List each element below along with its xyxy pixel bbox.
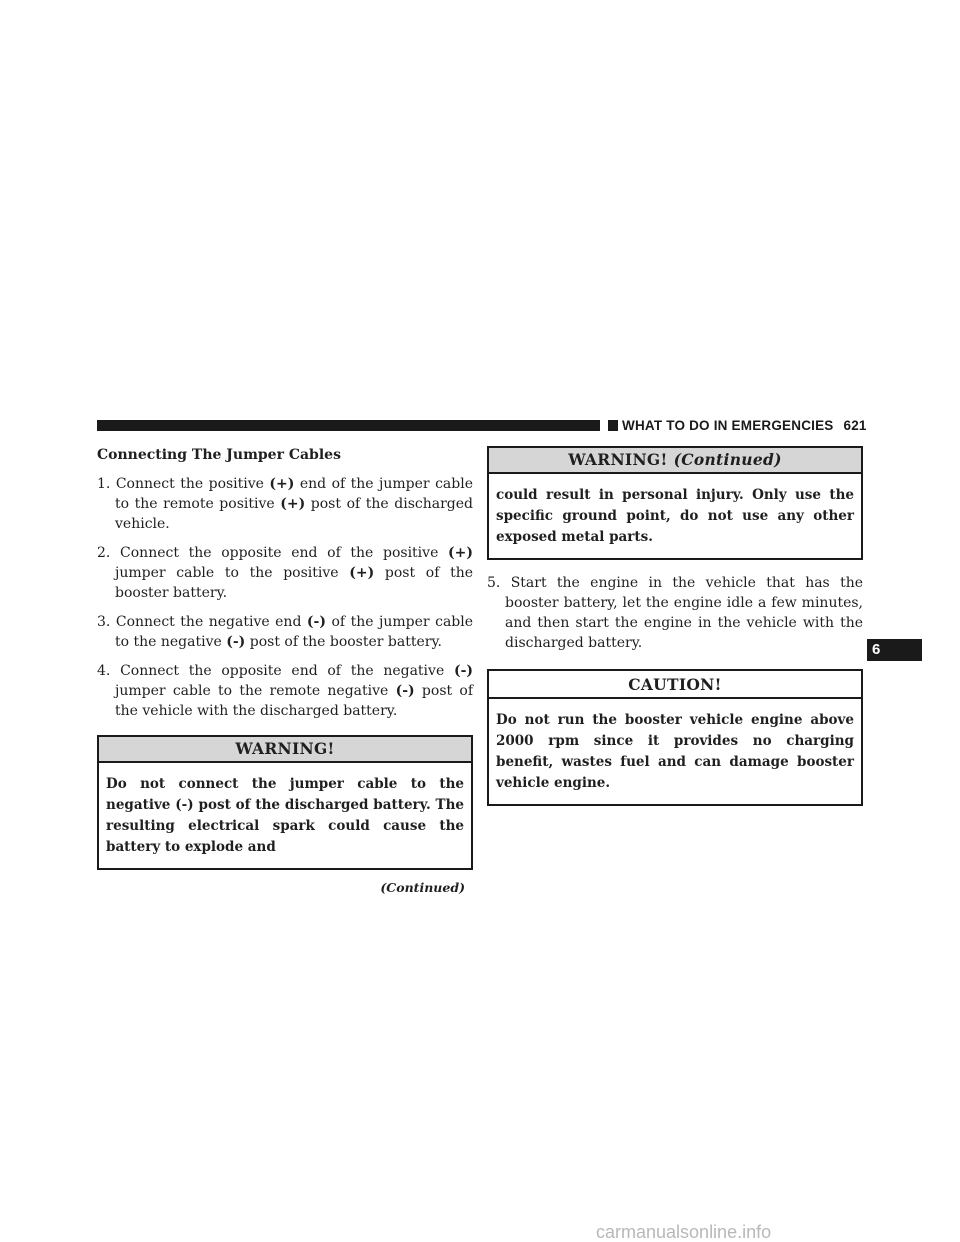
step-number: 2. xyxy=(97,545,111,561)
polarity-symbol: (-) xyxy=(306,614,326,630)
polarity-symbol: (-) xyxy=(395,683,415,699)
right-column xyxy=(487,446,863,806)
step-2 xyxy=(97,543,473,603)
step-number: 5. xyxy=(487,575,501,591)
step-text: Connect the positive xyxy=(115,476,270,492)
left-column xyxy=(97,446,473,895)
polarity-symbol: (-) xyxy=(226,634,246,650)
step-text: of the jumper cable to the negative xyxy=(115,614,474,650)
step-text: Connect the opposite end of the negative xyxy=(120,663,454,679)
caution-title: CAUTION! xyxy=(489,671,861,699)
polarity-symbol: (-) xyxy=(453,663,474,679)
step-4 xyxy=(97,661,473,721)
step-text: end of the jumper cable to the remote positive xyxy=(115,476,473,512)
watermark: carmanualsonline.info xyxy=(596,1222,772,1242)
step-text: jumper cable to the positive xyxy=(115,565,350,581)
running-header xyxy=(622,418,867,433)
section-heading: Connecting The Jumper Cables xyxy=(97,447,341,463)
header-marker xyxy=(608,420,618,431)
caution-body: Do not run the booster vehicle engine above 2000 rpm since it provides no charging benefit, wastes fuel and can damage booster vehicle engine. xyxy=(496,712,854,791)
warning-continued-box xyxy=(487,446,863,560)
step-text: post of the discharged vehicle. xyxy=(115,496,473,532)
chapter-tab: 6 xyxy=(867,639,922,661)
continued-note: (Continued) xyxy=(380,880,465,895)
polarity-symbol: (+) xyxy=(269,476,295,492)
warning-body: Do not connect the jumper cable to the negative (-) post of the discharged battery. The resulting electrical spark could cause the battery to explode and xyxy=(106,776,464,855)
warning-continued-label: WARNING! xyxy=(568,450,668,469)
step-text: post of the booster battery. xyxy=(245,634,442,650)
polarity-symbol: (+) xyxy=(280,496,306,512)
step-number: 4. xyxy=(97,663,111,679)
step-text: Connect the negative end xyxy=(115,614,307,630)
caution-box xyxy=(487,669,863,806)
step-text: post of the booster battery. xyxy=(115,565,473,601)
step-text: Start the engine in the vehicle that has the booster battery, let the engine idle a few minutes, and then start the engine in the vehicle with the discharged battery. xyxy=(505,575,864,651)
step-text: jumper cable to the remote negative xyxy=(115,683,396,699)
polarity-symbol: (+) xyxy=(349,565,375,581)
page-number: 621 xyxy=(843,418,867,433)
step-5 xyxy=(487,573,863,653)
warning-title: WARNING! xyxy=(99,737,471,763)
polarity-symbol: (+) xyxy=(448,545,474,561)
header-rule xyxy=(97,420,600,431)
continued-label: (Continued) xyxy=(673,450,782,469)
header-title: WHAT TO DO IN EMERGENCIES xyxy=(622,418,834,433)
step-number: 3. xyxy=(97,614,111,630)
step-text: Connect the opposite end of the positive xyxy=(120,545,449,561)
step-3 xyxy=(97,612,473,652)
step-text: post of the vehicle with the discharged battery. xyxy=(115,683,474,719)
step-number: 1. xyxy=(97,476,111,492)
step-1 xyxy=(97,474,473,534)
warning-continued-body: could result in personal injury. Only use the specific ground point, do not use any other exposed metal parts. xyxy=(496,487,854,545)
warning-box xyxy=(97,735,473,870)
warning-continued-title xyxy=(489,448,861,474)
